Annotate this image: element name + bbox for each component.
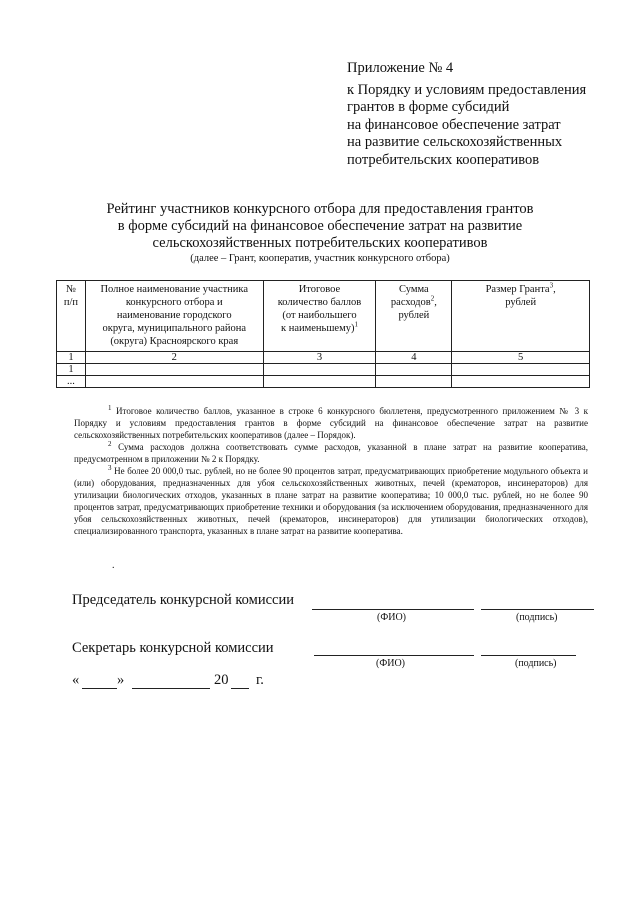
- footnote-text: Не более 20 000,0 тыс. рублей, но не более 90 процентов затрат, предусматривающих приобретение модульного объекта и (или) оборудования, предназначенных для убоя сельскохозяйственных животных, печей (крематоров, инсинераторов) для утилизации биологических отходов, указанных в плане затрат на развитие кооператива; 10 000,0 тыс. рублей, но не более 90 процентов затрат, предусматривающих приобретение техники и оборудования (за исключением оборудования, предназначенного для убоя сельскохозяйственных животных, печей (крематоров, инсинераторов) для утилизации биологических отходов), специализированного транспорта, указанных в плане затрат на развитие кооператива.: [74, 466, 588, 536]
- date-day-line: [82, 688, 117, 689]
- footnote: [74, 405, 588, 441]
- header-score: Итоговое количество баллов (от наибольшего к наименьшему)$^1$: [263, 281, 376, 352]
- footnote-mark: 2: [108, 440, 112, 448]
- column-number-row: [57, 352, 590, 364]
- table-header-row: [57, 281, 590, 352]
- column-number: 5: [452, 352, 590, 364]
- chairman-signature-line: [481, 609, 594, 610]
- date-year-line: [231, 688, 249, 689]
- table-cell: 1: [57, 364, 86, 376]
- secretary-fio-line: [314, 655, 474, 656]
- table-cell: [85, 376, 263, 388]
- title-line: Рейтинг участников конкурсного отбора для предоставления грантов: [106, 201, 534, 217]
- appendix-line: потребительских кооперативов: [347, 151, 540, 168]
- chairman-fio-line: [312, 609, 474, 610]
- date-close-quote: »: [117, 672, 125, 688]
- footnote-mark: 1: [108, 404, 112, 412]
- column-number: 2: [85, 352, 263, 364]
- table-cell: [376, 364, 452, 376]
- appendix-line: к Порядку и условиям предоставления: [347, 81, 587, 98]
- footnote-mark: 1: [354, 320, 358, 329]
- chairman-signature-caption: (подпись): [516, 612, 558, 623]
- chairman-label: Председатель конкурсной комиссии: [72, 592, 294, 608]
- appendix-block: [347, 60, 617, 169]
- footnote-mark: 3: [549, 281, 554, 290]
- title-subtitle: (далее – Грант, кооператив, участник конкурсного отбора): [190, 253, 450, 264]
- date-month-line: [132, 688, 210, 689]
- table-row: [57, 364, 590, 376]
- footnote: [74, 441, 588, 465]
- date-open-quote: «: [72, 672, 80, 688]
- header-expenses: Сумма расходов$^2$, рублей: [376, 281, 452, 352]
- title-line: в форме субсидий на финансовое обеспечение затрат на развитие: [117, 218, 523, 234]
- secretary-fio-caption: (ФИО): [376, 658, 406, 669]
- appendix-line: на развитие сельскохозяйственных: [347, 134, 563, 150]
- stray-dot: .: [112, 560, 115, 571]
- column-number: 4: [376, 352, 452, 364]
- footnote-mark: 3: [108, 464, 112, 472]
- date-suffix: г.: [256, 672, 264, 688]
- table-cell: [452, 364, 590, 376]
- footnote-text: Сумма расходов должна соответствовать сумме расходов, указанной в плане затрат на развитие кооператива, предусмотренном в приложении № 2 к Порядку.: [74, 442, 588, 464]
- table-cell: ...: [57, 376, 86, 388]
- appendix-line: грантов в форме субсидий: [347, 99, 510, 115]
- table-row: [57, 376, 590, 388]
- secretary-signature-caption: (подпись): [515, 658, 557, 669]
- header-grant: Размер Гранта$^3$, рублей: [452, 281, 590, 352]
- table-cell: [376, 376, 452, 388]
- footnotes: [74, 405, 588, 537]
- date-century: 20: [214, 672, 229, 688]
- secretary-label: Секретарь конкурсной комиссии: [72, 640, 274, 656]
- rating-table: [56, 280, 590, 388]
- title-line: сельскохозяйственных потребительских кооперативов: [152, 235, 488, 251]
- table-cell: [263, 364, 376, 376]
- table-cell: [452, 376, 590, 388]
- footnote: [74, 465, 588, 537]
- header-participant: Полное наименование участника конкурсного отбора и наименование городского округа, муниципального района (округа) Красноярского края: [85, 281, 263, 352]
- table-cell: [263, 376, 376, 388]
- table-cell: [85, 364, 263, 376]
- secretary-signature-line: [481, 655, 576, 656]
- document-title: [60, 201, 580, 265]
- header-number: № п/п: [57, 281, 86, 352]
- footnote-text: Итоговое количество баллов, указанное в строке 6 конкурсного бюллетеня, предусмотренного приложением № 3 к Порядку и условиям предоставления грантов в форме субсидий на финансовое обеспечение затрат на развитие сельскохозяйственных потребительских кооперативов (далее – Порядок).: [74, 406, 589, 440]
- appendix-number: Приложение № 4: [347, 60, 454, 76]
- column-number: 1: [57, 352, 86, 364]
- footnote-mark: 2: [430, 294, 435, 303]
- column-number: 3: [263, 352, 376, 364]
- appendix-line: на финансовое обеспечение затрат: [347, 116, 561, 133]
- chairman-fio-caption: (ФИО): [377, 612, 407, 623]
